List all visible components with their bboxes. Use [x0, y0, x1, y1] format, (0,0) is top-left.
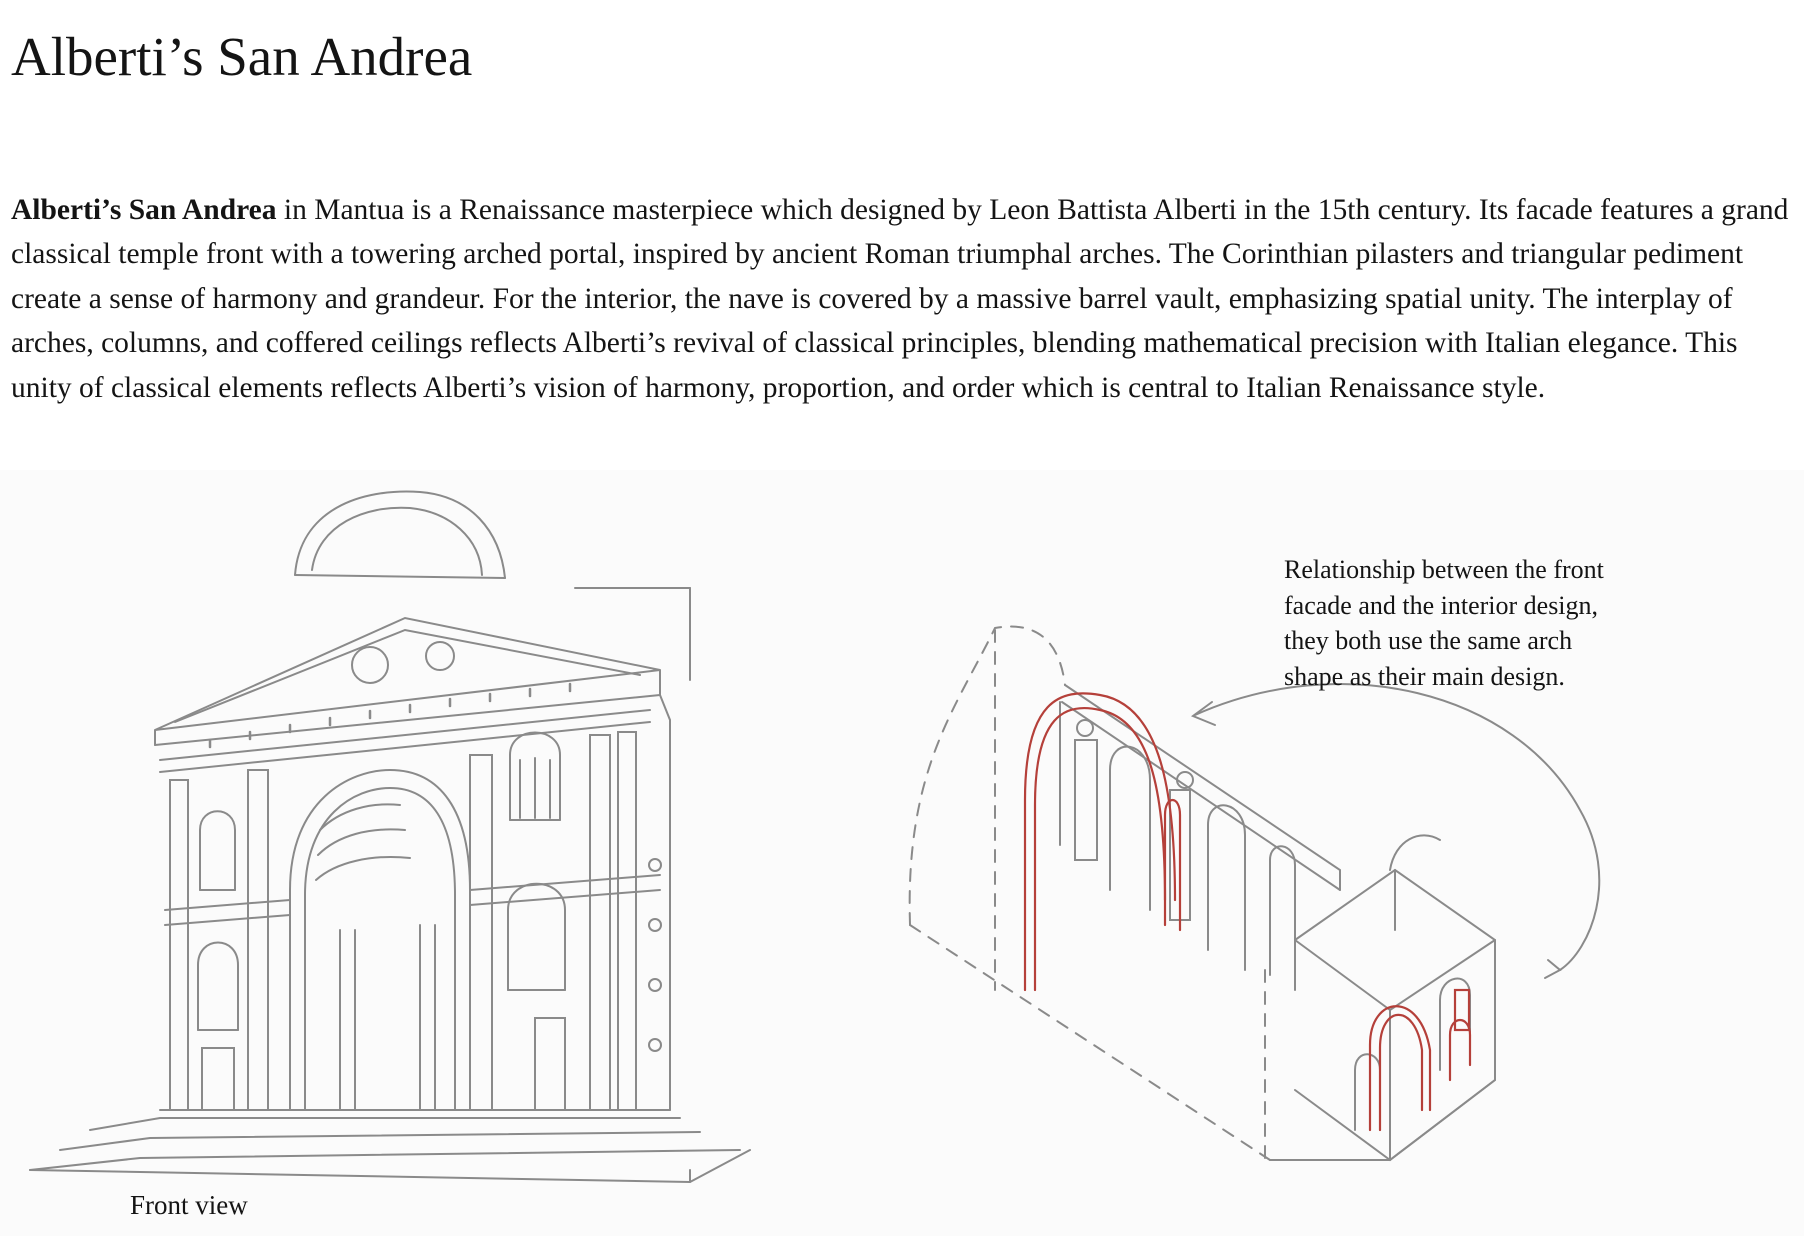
intro-paragraph — [11, 188, 1801, 410]
intro-lead: Alberti’s San Andrea — [11, 194, 277, 226]
page-title: Alberti’s San Andrea — [11, 26, 473, 87]
annotation-line-1: Relationship between the front — [1284, 555, 1604, 584]
annotation-line-3: they both use the same arch — [1284, 626, 1573, 655]
intro-text: in Mantua is a Renaissance masterpiece which designed by Leon Battista Alberti in the 15th century. Its facade features a grand classical temple front with a towering arched portal, inspired by ancient Roman triumphal arches. The Corinthian pilasters and triangular pediment create a sense of harmony and grandeur. For the interior, the nave is covered by a massive barrel vault, emphasizing spatial unity. The interplay of arches, columns, and coffered ceilings reflects Alberti’s revival of classical principles, blending mathematical precision with Italian elegance. This unity of classical elements reflects Alberti’s vision of harmony, proportion, and order which is central to Italian Renaissance style. — [11, 194, 1789, 404]
front-facade-sketch — [30, 492, 750, 1182]
front-view-caption: Front view — [130, 1190, 248, 1220]
sketch-annotation — [1284, 552, 1714, 694]
axonometric-sketch — [910, 627, 1600, 1160]
annotation-line-4: shape as their main design. — [1284, 661, 1565, 691]
annotation-line-2: facade and the interior design, — [1284, 590, 1599, 620]
